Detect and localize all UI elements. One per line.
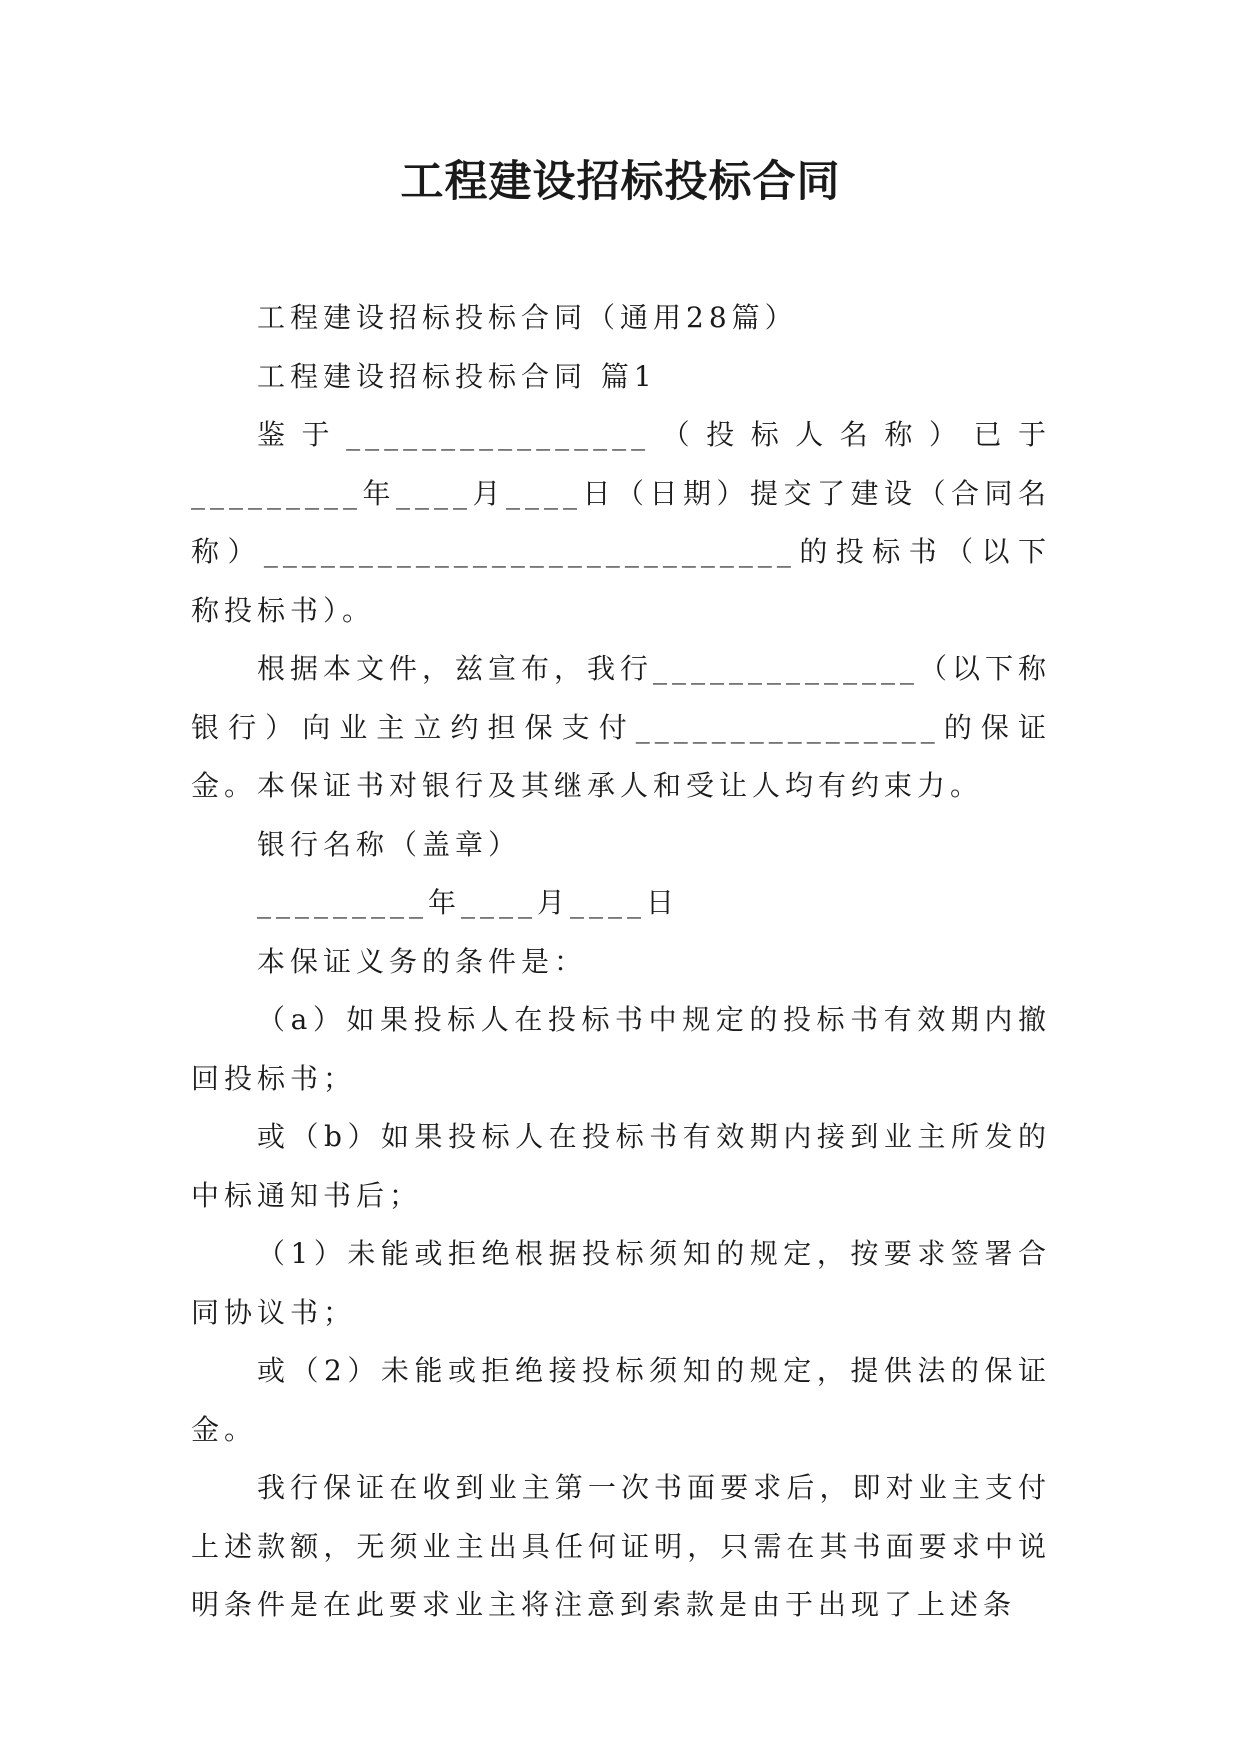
paragraph-whereas: 鉴于________________（投标人名称）已于_________年____月____日（日期）提交了建设（合同名称）____________________________的投标书（以下称投标书）。 xyxy=(191,418,1051,627)
paragraph-condition-2: 或（2）未能或拒绝接投标须知的规定，提供法的保证金。 xyxy=(191,1354,1051,1446)
paragraph-section-heading: 工程建设招标投标合同 篇1 xyxy=(257,359,657,393)
paragraph-date-blank: _________年____月____日 xyxy=(257,886,680,919)
paragraph-conditions-intro: 本保证义务的条件是： xyxy=(257,944,588,978)
paragraph-condition-a: （a）如果投标人在投标书中规定的投标书有效期内撤回投标书； xyxy=(191,1003,1051,1095)
document-body xyxy=(191,289,1051,1635)
paragraph-guarantee: 我行保证在收到业主第一次书面要求后，即对业主支付上述款额，无须业主出具任何证明，只需在其书面要求中说明条件是在此要求业主将注意到索款是由于出现了上述条 xyxy=(191,1471,1051,1621)
paragraph-subtitle: 工程建设招标投标合同（通用28篇） xyxy=(257,301,798,334)
paragraph-declaration: 根据本文件，兹宣布，我行______________（以下称银行）向业主立约担保支付________________的保证金。本保证书对银行及其继承人和受让人均有约束力。 xyxy=(191,652,1052,802)
paragraph-condition-1: （1）未能或拒绝根据投标须知的规定，按要求签署合同协议书； xyxy=(191,1237,1051,1329)
paragraph-bank-name-seal: 银行名称（盖章） xyxy=(257,827,522,861)
document-title: 工程建设招标投标合同 xyxy=(400,157,841,207)
paragraph-condition-b: 或（b）如果投标人在投标书有效期内接到业主所发的中标通知书后； xyxy=(191,1120,1051,1212)
